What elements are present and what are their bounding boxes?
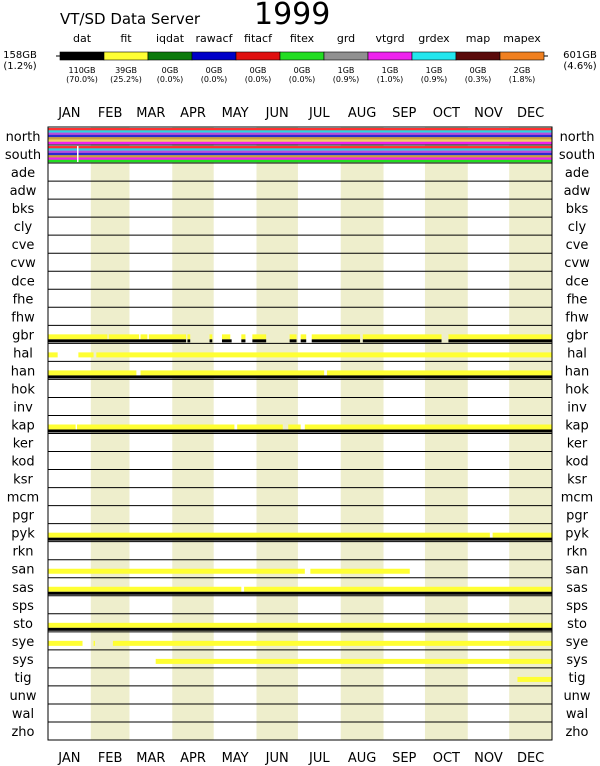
dat-bar-gbr-5 bbox=[252, 339, 266, 342]
summary-stripe-north-6 bbox=[48, 142, 552, 144]
row-label-right-pyk: pyk bbox=[565, 526, 589, 542]
legend-percent-fit: (25.2%) bbox=[110, 75, 142, 84]
row-label-right-sto: sto bbox=[567, 616, 587, 632]
month-bottom-mar: MAR bbox=[136, 751, 166, 766]
row-label-right-gbr: gbr bbox=[566, 328, 588, 344]
summary-stripe-north-3 bbox=[48, 135, 552, 137]
legend-size-iqdat: 0GB bbox=[161, 66, 179, 75]
row-label-right-ade: ade bbox=[564, 166, 590, 182]
row-label-left-sps: sps bbox=[12, 598, 34, 614]
legend-percent-rawacf: (0.0%) bbox=[200, 75, 228, 84]
row-label-left-mcm: mcm bbox=[6, 490, 40, 506]
dat-bar-kap-0 bbox=[48, 430, 552, 433]
fit-bar-kap-3 bbox=[288, 425, 300, 430]
month-top-may: MAY bbox=[221, 106, 249, 121]
fit-bar-san-1 bbox=[310, 569, 409, 574]
row-label-left-tig: tig bbox=[14, 670, 32, 686]
legend-percent-fitacf: (0.0%) bbox=[244, 75, 272, 84]
fit-bar-kap-1 bbox=[77, 425, 234, 430]
row-label-left-dce: dce bbox=[11, 274, 35, 290]
legend-name-fit: fit bbox=[120, 32, 132, 45]
month-bottom-oct: OCT bbox=[432, 751, 460, 766]
fit-bar-gbr-6 bbox=[222, 334, 230, 339]
month-bottom-nov: NOV bbox=[474, 751, 503, 766]
legend-swatch-grd bbox=[324, 52, 368, 60]
fit-bar-kap-0 bbox=[48, 425, 76, 430]
month-top-mar: MAR bbox=[136, 106, 166, 121]
row-label-left-south: south bbox=[4, 148, 42, 164]
month-top-oct: OCT bbox=[432, 106, 460, 121]
row-label-left-sye: sye bbox=[11, 634, 35, 650]
row-label-left-wal: wal bbox=[11, 706, 35, 722]
month-bottom-jun: JUN bbox=[265, 751, 289, 766]
row-label-right-han: han bbox=[564, 364, 590, 380]
legend-swatch-fitacf bbox=[236, 52, 280, 60]
fit-bar-gbr-10 bbox=[301, 334, 307, 339]
row-label-left-gbr: gbr bbox=[12, 328, 34, 344]
row-label-left-cvw: cvw bbox=[10, 256, 36, 272]
legend-percent-grdex: (0.9%) bbox=[420, 75, 448, 84]
month-labels-top bbox=[57, 106, 544, 121]
summary-stripe-south-2 bbox=[48, 151, 552, 153]
fit-bar-gbr-8 bbox=[252, 334, 266, 339]
month-top-nov: NOV bbox=[474, 106, 503, 121]
fit-bar-pyk-0 bbox=[48, 533, 490, 538]
row-label-right-unw: unw bbox=[563, 688, 591, 704]
month-top-jan: JAN bbox=[58, 106, 81, 121]
fit-bar-sys-0 bbox=[156, 659, 552, 664]
summary-stripe-south-4 bbox=[48, 155, 552, 157]
summary-stripe-north-0 bbox=[48, 128, 552, 130]
fit-bar-sye-1 bbox=[94, 641, 95, 646]
row-south bbox=[5, 146, 595, 163]
legend-swatch-rawacf bbox=[192, 52, 236, 60]
row-label-right-south: south bbox=[558, 148, 596, 164]
row-label-right-sys: sys bbox=[566, 652, 588, 668]
row-label-left-kap: kap bbox=[11, 418, 35, 434]
month-bottom-jul: JUL bbox=[309, 751, 330, 766]
legend-percent-mapex: (1.8%) bbox=[508, 75, 536, 84]
fit-bar-hal-1 bbox=[78, 352, 93, 357]
month-bottom-jan: JAN bbox=[58, 751, 81, 766]
legend-swatch-mapex bbox=[500, 52, 544, 60]
row-label-right-cve: cve bbox=[565, 238, 589, 254]
legend-percent-vtgrd: (1.0%) bbox=[376, 75, 404, 84]
month-top-aug: AUG bbox=[347, 106, 377, 121]
dat-bar-gbr-3 bbox=[222, 339, 232, 342]
legend-size-grd: 1GB bbox=[337, 66, 355, 75]
row-label-left-sto: sto bbox=[13, 616, 33, 632]
year-title: 1999 bbox=[254, 0, 331, 32]
legend-size-mapex: 2GB bbox=[513, 66, 531, 75]
legend-percent-map: (0.3%) bbox=[464, 75, 492, 84]
legend-name-grd: grd bbox=[336, 32, 356, 45]
row-label-right-ksr: ksr bbox=[567, 472, 587, 488]
row-label-left-ade: ade bbox=[10, 166, 36, 182]
month-bottom-aug: AUG bbox=[347, 751, 377, 766]
legend-swatch-fitex bbox=[280, 52, 324, 60]
legend-size-rawacf: 0GB bbox=[205, 66, 223, 75]
row-label-left-rkn: rkn bbox=[12, 544, 34, 560]
legend-swatch-grdex bbox=[412, 52, 456, 60]
row-label-right-kap: kap bbox=[565, 418, 589, 434]
row-label-left-fhe: fhe bbox=[12, 292, 34, 308]
row-label-right-pgr: pgr bbox=[566, 508, 588, 524]
row-label-right-adw: adw bbox=[563, 184, 591, 200]
summary-stripe-south-0 bbox=[48, 146, 552, 148]
fit-bar-han-0 bbox=[48, 370, 136, 375]
legend-size-dat: 110GB bbox=[68, 66, 96, 75]
fit-bar-gbr-11 bbox=[312, 334, 360, 339]
dat-bar-gbr-10 bbox=[448, 339, 552, 342]
row-label-right-sas: sas bbox=[566, 580, 588, 596]
month-top-jul: JUL bbox=[309, 106, 330, 121]
row-label-right-kod: kod bbox=[565, 454, 589, 470]
legend-name-vtgrd: vtgrd bbox=[375, 32, 405, 45]
month-top-feb: FEB bbox=[97, 106, 123, 121]
fit-bar-sye-0 bbox=[48, 641, 83, 646]
row-label-right-inv: inv bbox=[567, 400, 587, 416]
fit-bar-gbr-12 bbox=[363, 334, 442, 339]
row-label-right-san: san bbox=[565, 562, 589, 578]
row-label-left-pyk: pyk bbox=[11, 526, 35, 542]
legend-size-fit: 39GB bbox=[115, 66, 137, 75]
fit-bar-sas-0 bbox=[48, 587, 241, 592]
month-top-apr: APR bbox=[180, 106, 206, 121]
dat-bar-gbr-4 bbox=[241, 339, 245, 342]
fit-bar-han-1 bbox=[141, 370, 325, 375]
summary-stripe-north-5 bbox=[48, 139, 552, 141]
row-label-left-hok: hok bbox=[11, 382, 35, 398]
legend-size-grdex: 1GB bbox=[425, 66, 443, 75]
fit-bar-gbr-0 bbox=[48, 334, 107, 339]
month-top-dec: DEC bbox=[516, 106, 545, 121]
summary-stripe-south-3 bbox=[48, 153, 552, 155]
row-label-left-kod: kod bbox=[11, 454, 35, 470]
row-label-right-zho: zho bbox=[565, 724, 589, 740]
summary-stripe-north-2 bbox=[48, 133, 552, 135]
summary-gap-south bbox=[77, 146, 79, 162]
summary-stripe-south-5 bbox=[48, 157, 552, 159]
legend-percent-fitex: (0.0%) bbox=[288, 75, 316, 84]
row-label-left-adw: adw bbox=[9, 184, 37, 200]
row-label-right-ker: ker bbox=[566, 436, 588, 452]
left-total-percent: (1.2%) bbox=[3, 61, 37, 72]
fit-bar-gbr-13 bbox=[448, 334, 552, 339]
row-north bbox=[6, 128, 595, 145]
month-top-sep: SEP bbox=[392, 106, 417, 121]
row-label-left-bks: bks bbox=[11, 202, 35, 218]
row-label-left-cve: cve bbox=[11, 238, 35, 254]
dat-bar-pyk-0 bbox=[48, 538, 552, 541]
fit-bar-gbr-9 bbox=[290, 334, 297, 339]
fit-bar-hal-2 bbox=[96, 352, 552, 357]
row-label-right-sye: sye bbox=[565, 634, 589, 650]
legend-percent-grd: (0.9%) bbox=[332, 75, 360, 84]
row-label-right-wal: wal bbox=[565, 706, 589, 722]
legend-name-mapex: mapex bbox=[503, 32, 541, 45]
row-label-right-tig: tig bbox=[568, 670, 586, 686]
row-label-left-unw: unw bbox=[9, 688, 37, 704]
fit-bar-gbr-5 bbox=[210, 334, 213, 339]
legend-name-fitex: fitex bbox=[289, 32, 315, 45]
dat-bar-gbr-1 bbox=[187, 339, 190, 342]
fit-bar-kap-4 bbox=[305, 425, 552, 430]
legend-name-rawacf: rawacf bbox=[195, 32, 233, 45]
legend bbox=[56, 32, 548, 84]
fit-bar-han-2 bbox=[327, 370, 552, 375]
left-total-size: 158GB bbox=[3, 50, 37, 61]
fit-bar-pyk-1 bbox=[493, 533, 552, 538]
legend-size-vtgrd: 1GB bbox=[381, 66, 399, 75]
month-labels-bottom bbox=[57, 751, 544, 766]
legend-swatch-dat bbox=[60, 52, 104, 60]
row-label-left-han: han bbox=[10, 364, 36, 380]
dat-bar-han-0 bbox=[48, 375, 552, 378]
dat-bar-gbr-6 bbox=[290, 339, 297, 342]
row-label-left-zho: zho bbox=[11, 724, 35, 740]
legend-name-dat: dat bbox=[72, 32, 92, 45]
legend-name-grdex: grdex bbox=[418, 32, 450, 45]
fit-bar-sas-1 bbox=[244, 587, 552, 592]
fit-bar-sye-2 bbox=[113, 641, 552, 646]
row-label-right-hal: hal bbox=[567, 346, 587, 362]
server-title: VT/SD Data Server bbox=[60, 10, 201, 28]
row-label-left-pgr: pgr bbox=[12, 508, 34, 524]
right-total-percent: (4.6%) bbox=[563, 61, 597, 72]
row-label-right-cly: cly bbox=[567, 220, 587, 236]
row-label-right-fhw: fhw bbox=[565, 310, 589, 326]
row-label-right-rkn: rkn bbox=[566, 544, 588, 560]
legend-size-fitacf: 0GB bbox=[249, 66, 267, 75]
row-label-right-north: north bbox=[559, 130, 595, 146]
fit-bar-san-0 bbox=[48, 569, 305, 574]
fit-bar-kap-2 bbox=[237, 425, 283, 430]
legend-name-fitacf: fitacf bbox=[244, 32, 272, 45]
month-top-jun: JUN bbox=[265, 106, 289, 121]
fit-bar-hal-0 bbox=[48, 352, 58, 357]
row-label-left-sas: sas bbox=[12, 580, 34, 596]
row-label-left-cly: cly bbox=[13, 220, 33, 236]
legend-name-iqdat: iqdat bbox=[155, 32, 185, 45]
row-label-right-mcm: mcm bbox=[560, 490, 594, 506]
legend-name-map: map bbox=[465, 32, 491, 45]
dat-bar-gbr-7 bbox=[301, 339, 307, 342]
legend-size-map: 0GB bbox=[469, 66, 487, 75]
row-label-right-fhe: fhe bbox=[566, 292, 588, 308]
row-label-left-sys: sys bbox=[12, 652, 34, 668]
summary-stripe-north-1 bbox=[48, 130, 552, 132]
row-label-right-sps: sps bbox=[566, 598, 588, 614]
month-bottom-apr: APR bbox=[180, 751, 206, 766]
fit-bar-gbr-4 bbox=[187, 334, 190, 339]
row-label-right-bks: bks bbox=[565, 202, 589, 218]
row-label-left-inv: inv bbox=[13, 400, 33, 416]
summary-stripe-south-6 bbox=[48, 160, 552, 162]
legend-swatch-iqdat bbox=[148, 52, 192, 60]
dat-bar-sas-0 bbox=[48, 592, 552, 595]
month-bottom-sep: SEP bbox=[392, 751, 417, 766]
row-label-left-fhw: fhw bbox=[11, 310, 35, 326]
fit-bar-gbr-2 bbox=[141, 334, 148, 339]
summary-stripe-north-4 bbox=[48, 137, 552, 139]
fit-bar-tig-0 bbox=[517, 677, 552, 682]
dat-bar-gbr-0 bbox=[48, 339, 186, 342]
row-label-right-dce: dce bbox=[565, 274, 589, 290]
dat-bar-gbr-2 bbox=[210, 339, 213, 342]
month-bottom-may: MAY bbox=[221, 751, 249, 766]
dat-bar-gbr-9 bbox=[363, 339, 442, 342]
row-label-left-hal: hal bbox=[13, 346, 33, 362]
legend-swatch-map bbox=[456, 52, 500, 60]
dat-bar-sto-0 bbox=[48, 628, 552, 631]
right-total-size: 601GB bbox=[563, 50, 597, 61]
row-label-left-ksr: ksr bbox=[13, 472, 33, 488]
fit-bar-sto-0 bbox=[48, 623, 552, 628]
dat-bar-gbr-8 bbox=[312, 339, 360, 342]
row-label-left-ker: ker bbox=[12, 436, 34, 452]
fit-bar-gbr-7 bbox=[241, 334, 245, 339]
row-label-left-north: north bbox=[5, 130, 41, 146]
summary-stripe-south-1 bbox=[48, 148, 552, 150]
legend-percent-iqdat: (0.0%) bbox=[156, 75, 184, 84]
legend-swatch-vtgrd bbox=[368, 52, 412, 60]
legend-swatch-fit bbox=[104, 52, 148, 60]
fit-bar-gbr-3 bbox=[149, 334, 186, 339]
row-label-left-san: san bbox=[11, 562, 35, 578]
legend-size-fitex: 0GB bbox=[293, 66, 311, 75]
fit-bar-gbr-1 bbox=[109, 334, 139, 339]
row-label-right-cvw: cvw bbox=[564, 256, 590, 272]
row-label-right-hok: hok bbox=[565, 382, 589, 398]
month-bottom-feb: FEB bbox=[97, 751, 123, 766]
month-bottom-dec: DEC bbox=[516, 751, 545, 766]
legend-percent-dat: (70.0%) bbox=[66, 75, 98, 84]
